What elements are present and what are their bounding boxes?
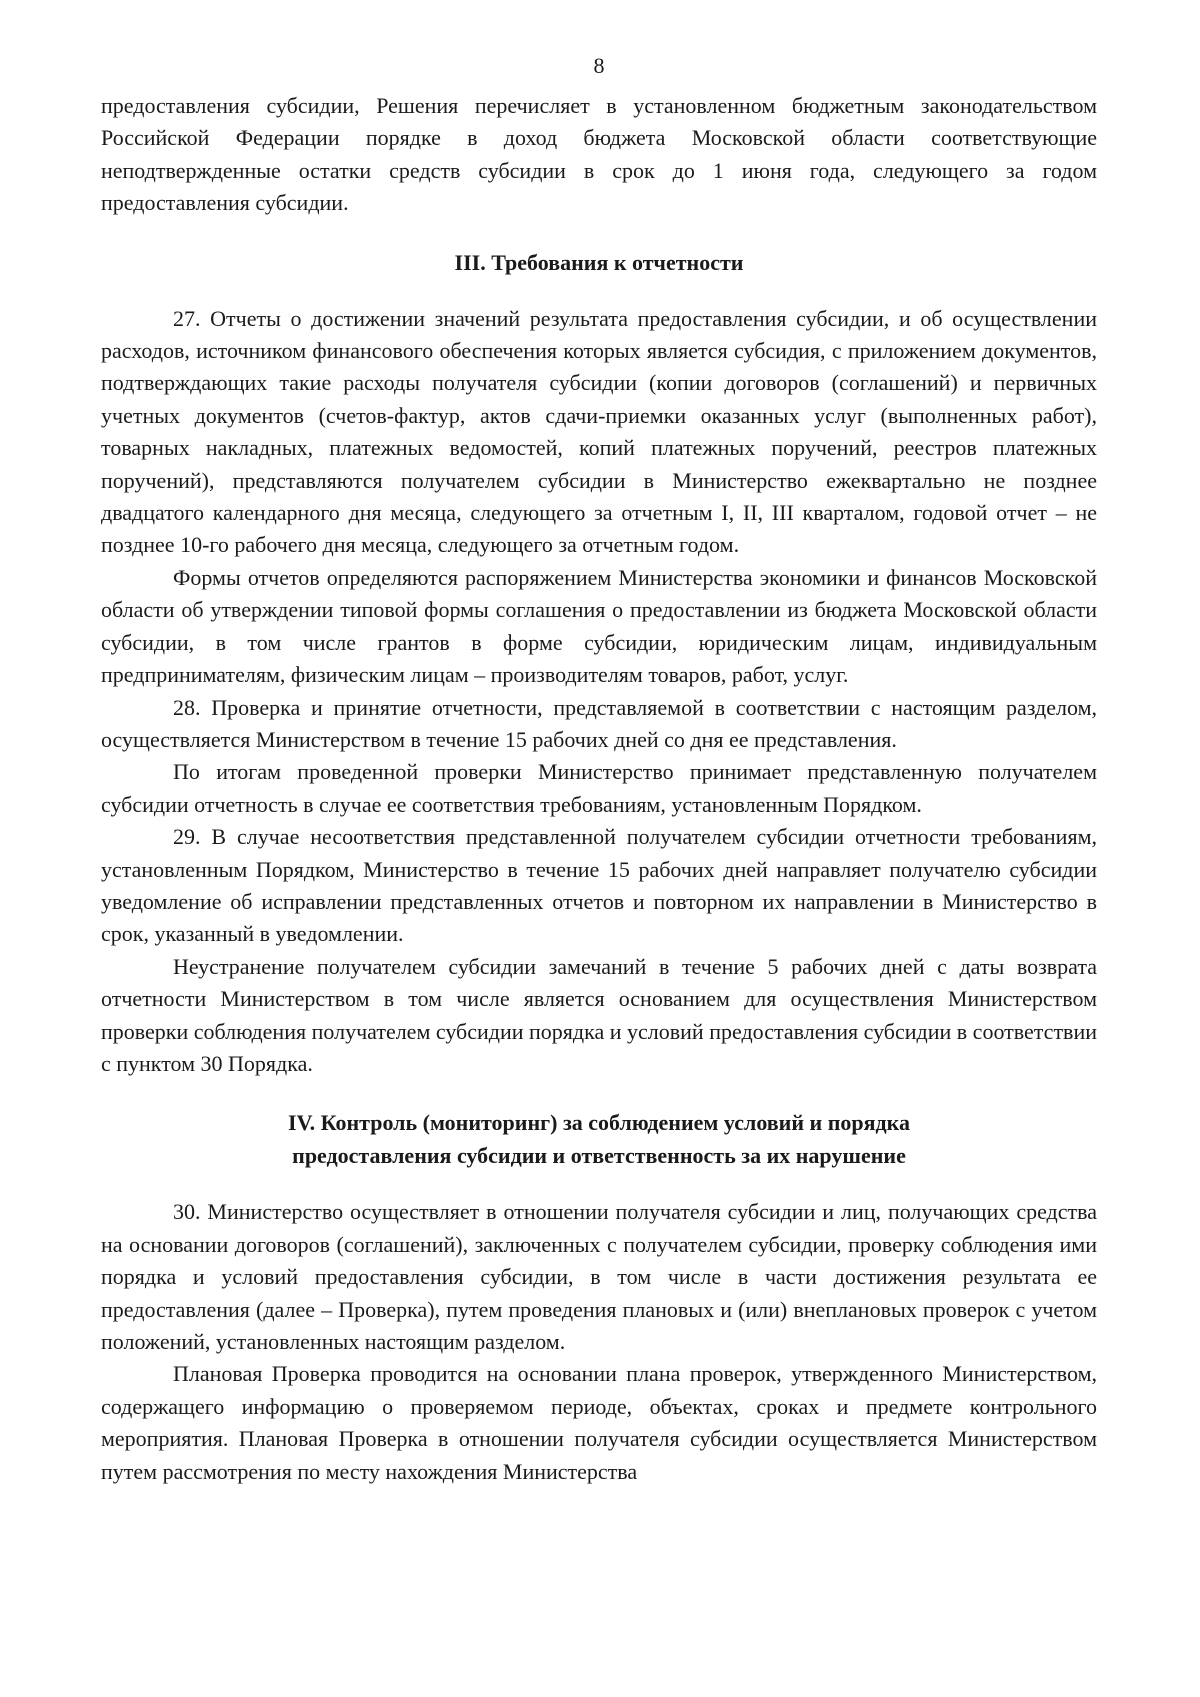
section-4-title xyxy=(101,1106,1097,1172)
paragraph-report-forms: Формы отчетов определяются распоряжением Министерства экономики и финансов Московской области об утверждении типовой формы соглашения о предоставлении из бюджета Московской области субсидии, в том числе грантов в форме субсидии, юридическим лицам, индивидуальным предпринимателям, физическим лицам – производителям товаров, работ, услуг. xyxy=(101,564,1097,688)
section-3-title: III. Требования к отчетности xyxy=(454,249,744,275)
page-number: 8 xyxy=(593,53,605,78)
section-4-title-line-2: предоставления субсидии и ответственность за их нарушение xyxy=(292,1143,906,1169)
paragraph-planned-check: Плановая Проверка проводится на основании плана проверок, утвержденного Министерством, содержащего информацию о проверяемом периоде, объектах, сроках и предмете контрольного мероприятия. Плановая Проверка в отношении получателя субсидии осуществляется Министерством путем рассмотрения по месту нахождения Министерства xyxy=(101,1361,1097,1484)
paragraph-29: 29. В случае несоответствия представленной получателем субсидии отчетности требованиям, установленным Порядком, Министерство в течение 15 рабочих дней направляет получателю субсидии уведомление об исправлении представленных отчетов и повторном их направлении в Министерство в срок, указанный в уведомлении. xyxy=(101,824,1097,947)
section-4-title-line-1: IV. Контроль (мониторинг) за соблюдением условий и порядка xyxy=(288,1110,910,1136)
paragraph-continuation: предоставления субсидии, Решения перечисляет в установленном бюджетным законодательством Российской Федерации порядке в доход бюджета Московской области соответствующие неподтвержденные остатки средств субсидии в срок до 1 июня года, следующего за годом предоставления субсидии. xyxy=(101,93,1097,216)
paragraph-27: 27. Отчеты о достижении значений результата предоставления субсидии, и об осуществлении расходов, источником финансового обеспечения которых является субсидия, с приложением документов, подтверждающих такие расходы получателя субсидии (копии договоров (соглашений) и первичных учетных документов (счетов-фактур, актов сдачи-приемки оказанных услуг (выполненных работ), товарных накладных, платежных ведомостей, копий платежных поручений, реестров платежных поручений), представляются получателем субсидии в Министерство ежеквартально не позднее двадцатого календарного дня месяца, следующего за отчетным I, II, III кварталом, годовой отчет – не позднее 10-го рабочего дня месяца, следующего за отчетным годом. xyxy=(101,305,1097,558)
paragraph-non-elimination: Неустранение получателем субсидии замечаний в течение 5 рабочих дней с даты возврата отчетности Министерством в том числе является основанием для осуществления Министерством проверки соблюдения получателем субсидии порядка и условий предоставления субсидии в соответствии с пунктом 30 Порядка. xyxy=(101,953,1097,1076)
paragraph-28: 28. Проверка и принятие отчетности, представляемой в соответствии с настоящим разделом, осуществляется Министерством в течение 15 рабочих дней со дня ее представления. xyxy=(101,694,1097,752)
paragraph-30: 30. Министерство осуществляет в отношении получателя субсидии и лиц, получающих средства на основании договоров (соглашений), заключенных с получателем субсидии, проверку соблюдения ими порядка и условий предоставления субсидии, в том числе в части достижения результата ее предоставления (далее – Проверка), путем проведения плановых и (или) внеплановых проверок с учетом положений, установленных настоящим разделом. xyxy=(101,1199,1097,1354)
paragraph-check-results: По итогам проведенной проверки Министерство принимает представленную получателем субсидии отчетность в случае ее соответствия требованиям, установленным Порядком. xyxy=(101,759,1097,817)
